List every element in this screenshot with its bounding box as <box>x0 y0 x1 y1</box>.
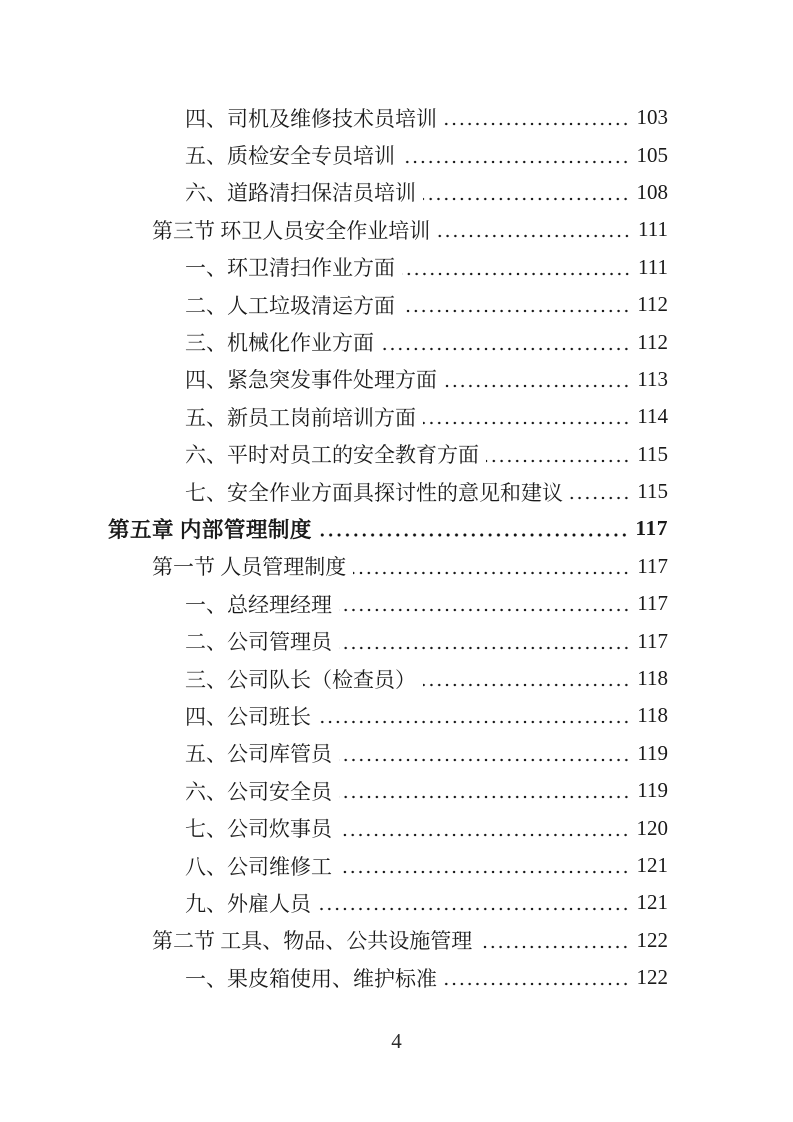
toc-entry-item[interactable] <box>108 323 668 360</box>
dot-leader <box>319 533 629 537</box>
toc-entry-page-number: 112 <box>637 292 668 317</box>
dot-leader <box>444 384 630 388</box>
dot-leader <box>318 907 630 911</box>
toc-entry-item[interactable] <box>108 772 668 809</box>
dot-leader <box>402 309 630 313</box>
toc-entry-page-number: 120 <box>636 815 668 840</box>
dot-leader <box>444 982 630 986</box>
dot-leader <box>339 758 630 762</box>
toc-entry-label: 一、总经理经理 <box>185 592 332 617</box>
toc-entry-page-number: 105 <box>636 142 668 167</box>
toc-entry-page-number: 118 <box>637 703 668 728</box>
dot-leader <box>402 160 630 164</box>
toc-entry-page-number: 121 <box>636 890 668 915</box>
toc-entry-page-number: 121 <box>636 853 668 877</box>
toc-entry-label: 五、新员工岗前培训方面 <box>185 405 416 430</box>
toc-entry-label: 第三节 环卫人员安全作业培训 <box>152 218 431 243</box>
toc-entry-section[interactable] <box>108 211 668 248</box>
toc-entry-page-number: 108 <box>636 179 668 204</box>
dot-leader <box>423 197 630 201</box>
toc-entry-page-number: 122 <box>636 965 668 990</box>
dot-leader <box>339 646 630 650</box>
toc-entry-item[interactable] <box>108 959 668 996</box>
toc-entry-label: 一、果皮箱使用、维护标准 <box>185 966 437 991</box>
dot-leader <box>423 421 630 425</box>
toc-entry-page-number: 111 <box>638 217 668 242</box>
toc-entry-item[interactable] <box>108 660 668 697</box>
toc-entry-page-number: 115 <box>637 479 668 504</box>
toc-entry-label: 八、公司维修工 <box>185 854 332 879</box>
toc-entry-chapter[interactable] <box>108 510 668 547</box>
dot-leader <box>353 571 630 575</box>
toc-entry-page-number: 114 <box>637 404 668 429</box>
toc-entry-page-number: 113 <box>637 366 668 391</box>
toc-entry-item[interactable] <box>108 286 668 323</box>
dot-leader <box>339 795 630 799</box>
toc-entry-label: 七、公司炊事员 <box>185 817 332 842</box>
toc-entry-item[interactable] <box>108 136 668 173</box>
toc-entry-item[interactable] <box>108 174 668 211</box>
toc-entry-label: 四、公司班长 <box>185 704 311 729</box>
dot-leader <box>486 459 630 463</box>
toc-entry-item[interactable] <box>108 473 668 510</box>
toc-entry-item[interactable] <box>108 735 668 772</box>
toc-entry-label: 六、平时对员工的安全教育方面 <box>185 443 479 468</box>
dot-leader <box>381 347 630 351</box>
toc-entry-label: 九、外雇人员 <box>185 891 311 916</box>
toc-entry-label: 四、司机及维修技术员培训 <box>185 106 437 131</box>
toc-entry-item[interactable] <box>108 809 668 846</box>
toc-entry-item[interactable] <box>108 622 668 659</box>
table-of-contents <box>108 99 668 996</box>
toc-entry-page-number: 115 <box>637 441 668 466</box>
toc-entry-item[interactable] <box>108 847 668 884</box>
toc-entry-item[interactable] <box>108 99 668 136</box>
toc-entry-page-number: 117 <box>637 553 668 578</box>
toc-entry-item[interactable] <box>108 884 668 921</box>
toc-entry-item[interactable] <box>108 585 668 622</box>
toc-entry-label: 第二节 工具、物品、公共设施管理 <box>152 929 473 954</box>
toc-entry-label: 六、道路清扫保洁员培训 <box>185 181 416 206</box>
toc-entry-label: 七、安全作业方面具探讨性的意见和建议 <box>185 480 563 505</box>
toc-entry-label: 五、质检安全专员培训 <box>185 144 395 169</box>
dot-leader <box>423 683 630 687</box>
toc-entry-label: 五、公司库管员 <box>185 742 332 767</box>
toc-entry-item[interactable] <box>108 697 668 734</box>
toc-entry-label: 三、公司队长（检查员） <box>185 667 416 692</box>
toc-entry-page-number: 119 <box>637 740 668 765</box>
toc-entry-page-number: 117 <box>637 628 668 653</box>
dot-leader <box>437 234 631 238</box>
toc-entry-item[interactable] <box>108 361 668 398</box>
dot-leader <box>570 496 630 500</box>
toc-entry-section[interactable] <box>108 548 668 585</box>
toc-entry-page-number: 117 <box>637 591 668 616</box>
toc-entry-label: 一、环卫清扫作业方面 <box>185 256 395 281</box>
dot-leader <box>318 720 630 724</box>
toc-entry-label: 二、公司管理员 <box>185 630 332 655</box>
toc-entry-label: 第一节 人员管理制度 <box>152 555 347 580</box>
dot-leader <box>444 122 630 126</box>
toc-entry-page-number: 118 <box>637 666 668 691</box>
toc-entry-page-number: 119 <box>637 778 668 803</box>
toc-entry-item[interactable] <box>108 249 668 286</box>
toc-entry-item[interactable] <box>108 436 668 473</box>
dot-leader <box>339 608 630 612</box>
dot-leader <box>339 833 630 837</box>
toc-entry-section[interactable] <box>108 922 668 959</box>
toc-entry-label: 第五章 内部管理制度 <box>108 518 312 543</box>
toc-entry-page-number: 103 <box>636 105 668 130</box>
toc-entry-page-number: 112 <box>637 329 668 354</box>
page-footer-number: 4 <box>391 1029 402 1053</box>
toc-entry-label: 六、公司安全员 <box>185 779 332 804</box>
toc-entry-page-number: 111 <box>638 254 668 279</box>
dot-leader <box>479 945 629 949</box>
toc-entry-page-number: 117 <box>635 516 668 541</box>
dot-leader <box>339 870 630 874</box>
toc-entry-label: 四、紧急突发事件处理方面 <box>185 368 437 393</box>
dot-leader <box>402 272 631 276</box>
toc-entry-label: 二、人工垃圾清运方面 <box>185 293 395 318</box>
toc-entry-label: 三、机械化作业方面 <box>185 331 374 356</box>
toc-entry-item[interactable] <box>108 398 668 435</box>
toc-entry-page-number: 122 <box>636 927 668 952</box>
